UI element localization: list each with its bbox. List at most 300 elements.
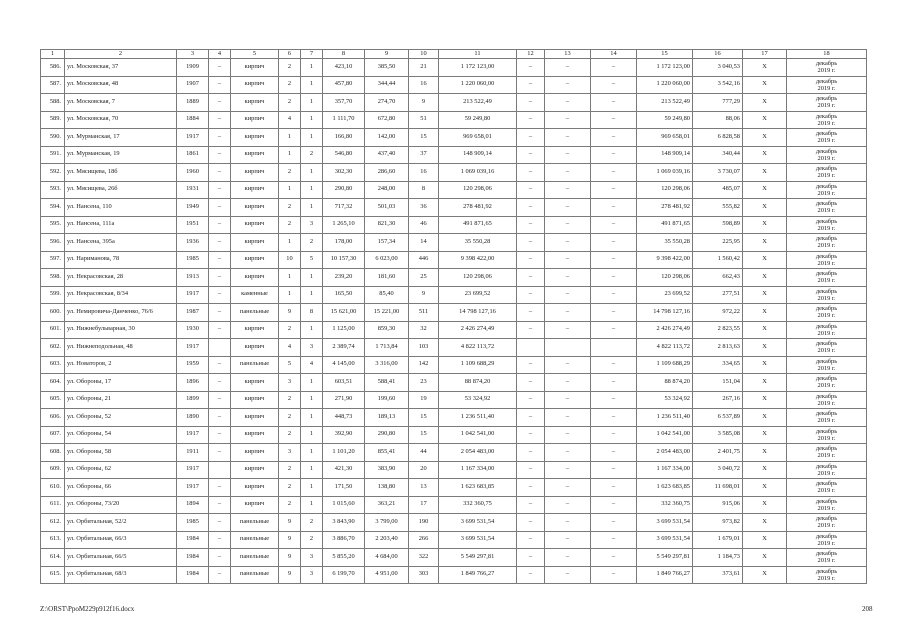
cost-per-sqm-cell: 598,89 bbox=[693, 216, 743, 234]
cost-per-sqm-cell: 2 813,63 bbox=[693, 339, 743, 357]
cost-15-cell: 23 699,52 bbox=[637, 286, 693, 304]
wall-material-cell: панельные bbox=[231, 549, 279, 567]
residents-cell: 13 bbox=[409, 479, 439, 497]
col-14-cell: – bbox=[591, 146, 637, 164]
col-14-cell: – bbox=[591, 164, 637, 182]
address-cell: ул. Обороны, 73/20 bbox=[65, 496, 177, 514]
address-cell: ул. Нансена, 111а bbox=[65, 216, 177, 234]
wall-material-cell: панельные bbox=[231, 531, 279, 549]
year-built-cell: 1884 bbox=[177, 111, 209, 129]
deadline-year: 2019 г. bbox=[817, 224, 836, 232]
column-number-cell: 7 bbox=[301, 50, 323, 59]
year-built-cell: 1909 bbox=[177, 59, 209, 77]
year-built-cell: 1861 bbox=[177, 146, 209, 164]
table-row bbox=[41, 391, 867, 409]
total-cost-cell: 59 249,80 bbox=[439, 111, 517, 129]
living-area-cell: 855,41 bbox=[365, 444, 409, 462]
col-12-cell: – bbox=[517, 181, 545, 199]
col-14-cell: – bbox=[591, 514, 637, 532]
residents-cell: 9 bbox=[409, 94, 439, 112]
deadline-year: 2019 г. bbox=[817, 417, 836, 425]
col-12-cell: – bbox=[517, 304, 545, 322]
cost-15-cell: 3 699 531,54 bbox=[637, 531, 693, 549]
col-4-cell: – bbox=[209, 391, 231, 409]
column-number-cell: 12 bbox=[517, 50, 545, 59]
year-built-cell: 1984 bbox=[177, 531, 209, 549]
column-number-cell: 2 bbox=[65, 50, 177, 59]
floors-cell: 1 bbox=[279, 129, 301, 147]
column-number-cell: 8 bbox=[323, 50, 365, 59]
cost-per-sqm-cell: 11 698,01 bbox=[693, 479, 743, 497]
cost-15-cell: 3 699 531,54 bbox=[637, 514, 693, 532]
table-row bbox=[41, 426, 867, 444]
cost-15-cell: 1 167 334,00 bbox=[637, 461, 693, 479]
living-area-cell: 4 684,00 bbox=[365, 549, 409, 567]
cost-15-cell: 148 909,14 bbox=[637, 146, 693, 164]
col-13-cell: – bbox=[545, 496, 591, 514]
entrances-cell: 1 bbox=[301, 111, 323, 129]
column-number-cell: 6 bbox=[279, 50, 301, 59]
total-area-cell: 1 125,00 bbox=[323, 321, 365, 339]
total-cost-cell: 3 699 531,54 bbox=[439, 531, 517, 549]
col-14-cell: – bbox=[591, 59, 637, 77]
total-area-cell: 171,50 bbox=[323, 479, 365, 497]
table-row bbox=[41, 269, 867, 287]
deadline-cell bbox=[787, 304, 867, 322]
address-cell: ул. Нариманова, 78 bbox=[65, 251, 177, 269]
residents-cell: 14 bbox=[409, 234, 439, 252]
living-area-cell: 248,00 bbox=[365, 181, 409, 199]
deadline-year: 2019 г. bbox=[817, 102, 836, 110]
residents-cell: 25 bbox=[409, 269, 439, 287]
year-built-cell: 1917 bbox=[177, 426, 209, 444]
col-13-cell: – bbox=[545, 321, 591, 339]
col-4-cell: – bbox=[209, 496, 231, 514]
col-14-cell: – bbox=[591, 374, 637, 392]
col-4-cell: – bbox=[209, 531, 231, 549]
col-14-cell: – bbox=[591, 444, 637, 462]
address-cell: ул. Нижнеподольная, 48 bbox=[65, 339, 177, 357]
col-12-cell: – bbox=[517, 321, 545, 339]
col-14-cell: – bbox=[591, 251, 637, 269]
deadline-year: 2019 г. bbox=[817, 487, 836, 495]
table-row bbox=[41, 409, 867, 427]
residents-cell: 16 bbox=[409, 76, 439, 94]
col-12-cell: – bbox=[517, 566, 545, 584]
table-row bbox=[41, 59, 867, 77]
entrances-cell: 2 bbox=[301, 146, 323, 164]
entrances-cell: 1 bbox=[301, 199, 323, 217]
total-area-cell: 178,00 bbox=[323, 234, 365, 252]
total-area-cell: 457,80 bbox=[323, 76, 365, 94]
floors-cell: 2 bbox=[279, 461, 301, 479]
col-13-cell: – bbox=[545, 374, 591, 392]
entrances-cell: 1 bbox=[301, 164, 323, 182]
total-area-cell: 271,90 bbox=[323, 391, 365, 409]
col-12-cell: – bbox=[517, 531, 545, 549]
deadline-month: декабрь bbox=[815, 445, 838, 453]
col-12-cell: – bbox=[517, 94, 545, 112]
address-cell: ул. Немировича-Данченко, 76/6 bbox=[65, 304, 177, 322]
col-17-cell: X bbox=[743, 111, 787, 129]
wall-material-cell: кирпич bbox=[231, 374, 279, 392]
living-area-cell: 6 023,00 bbox=[365, 251, 409, 269]
deadline-year: 2019 г. bbox=[817, 469, 836, 477]
col-17-cell: X bbox=[743, 146, 787, 164]
cost-15-cell: 120 298,06 bbox=[637, 269, 693, 287]
col-17-cell: X bbox=[743, 216, 787, 234]
col-12-cell: – bbox=[517, 111, 545, 129]
cost-per-sqm-cell: 972,22 bbox=[693, 304, 743, 322]
cost-per-sqm-cell: 3 542,16 bbox=[693, 76, 743, 94]
col-4-cell: – bbox=[209, 356, 231, 374]
deadline-month: декабрь bbox=[815, 287, 838, 295]
total-cost-cell: 1 042 541,00 bbox=[439, 426, 517, 444]
cost-15-cell: 120 298,06 bbox=[637, 181, 693, 199]
column-number-cell: 16 bbox=[693, 50, 743, 59]
address-cell: ул. Нижнебульварная, 30 bbox=[65, 321, 177, 339]
total-cost-cell: 53 324,92 bbox=[439, 391, 517, 409]
col-4-cell: – bbox=[209, 549, 231, 567]
col-4-cell bbox=[209, 461, 231, 479]
deadline-year: 2019 г. bbox=[817, 329, 836, 337]
col-17-cell: X bbox=[743, 286, 787, 304]
floors-cell: 9 bbox=[279, 304, 301, 322]
column-number-row bbox=[41, 50, 867, 59]
living-area-cell: 344,44 bbox=[365, 76, 409, 94]
year-built-cell: 1889 bbox=[177, 94, 209, 112]
year-built-cell: 1917 bbox=[177, 286, 209, 304]
deadline-month: декабрь bbox=[815, 147, 838, 155]
column-number-cell: 11 bbox=[439, 50, 517, 59]
wall-material-cell: кирпич bbox=[231, 339, 279, 357]
total-area-cell: 4 145,00 bbox=[323, 356, 365, 374]
deadline-year: 2019 г. bbox=[817, 137, 836, 145]
wall-material-cell: панельные bbox=[231, 356, 279, 374]
floors-cell: 2 bbox=[279, 94, 301, 112]
col-17-cell: X bbox=[743, 374, 787, 392]
entrances-cell: 1 bbox=[301, 479, 323, 497]
total-cost-cell: 120 298,06 bbox=[439, 269, 517, 287]
col-17-cell: X bbox=[743, 199, 787, 217]
column-number-cell: 14 bbox=[591, 50, 637, 59]
col-17-cell: X bbox=[743, 391, 787, 409]
wall-material-cell: кирпич bbox=[231, 199, 279, 217]
floors-cell: 1 bbox=[279, 286, 301, 304]
wall-material-cell: кирпич bbox=[231, 321, 279, 339]
wall-material-cell: кирпич bbox=[231, 164, 279, 182]
table-row bbox=[41, 199, 867, 217]
cost-15-cell: 14 798 127,16 bbox=[637, 304, 693, 322]
col-13-cell: – bbox=[545, 409, 591, 427]
col-4-cell: – bbox=[209, 216, 231, 234]
cost-per-sqm-cell: 3 585,08 bbox=[693, 426, 743, 444]
deadline-cell bbox=[787, 426, 867, 444]
total-area-cell: 1 015,60 bbox=[323, 496, 365, 514]
wall-material-cell: кирпич bbox=[231, 426, 279, 444]
total-cost-cell: 1 167 334,00 bbox=[439, 461, 517, 479]
total-cost-cell: 1 623 683,85 bbox=[439, 479, 517, 497]
row-number-cell: 607. bbox=[41, 426, 65, 444]
entrances-cell: 2 bbox=[301, 531, 323, 549]
deadline-month: декабрь bbox=[815, 235, 838, 243]
column-number-cell: 1 bbox=[41, 50, 65, 59]
cost-per-sqm-cell: 151,04 bbox=[693, 374, 743, 392]
year-built-cell: 1917 bbox=[177, 479, 209, 497]
residents-cell: 15 bbox=[409, 129, 439, 147]
total-cost-cell: 120 298,06 bbox=[439, 181, 517, 199]
col-17-cell: X bbox=[743, 496, 787, 514]
residents-cell: 8 bbox=[409, 181, 439, 199]
col-13-cell: – bbox=[545, 566, 591, 584]
deadline-cell bbox=[787, 566, 867, 584]
floors-cell: 2 bbox=[279, 59, 301, 77]
deadline-month: декабрь bbox=[815, 480, 838, 488]
col-17-cell: X bbox=[743, 461, 787, 479]
table-row bbox=[41, 549, 867, 567]
total-cost-cell: 969 658,01 bbox=[439, 129, 517, 147]
col-14-cell: – bbox=[591, 304, 637, 322]
deadline-year: 2019 г. bbox=[817, 312, 836, 320]
col-13-cell: – bbox=[545, 426, 591, 444]
deadline-cell bbox=[787, 461, 867, 479]
cost-per-sqm-cell: 2 401,75 bbox=[693, 444, 743, 462]
table-row bbox=[41, 321, 867, 339]
col-13-cell: – bbox=[545, 391, 591, 409]
entrances-cell: 3 bbox=[301, 216, 323, 234]
col-13-cell: – bbox=[545, 269, 591, 287]
total-cost-cell: 3 699 531,54 bbox=[439, 514, 517, 532]
col-12-cell: – bbox=[517, 479, 545, 497]
cost-per-sqm-cell: 340,44 bbox=[693, 146, 743, 164]
address-cell: ул. Обороны, 21 bbox=[65, 391, 177, 409]
column-number-cell: 13 bbox=[545, 50, 591, 59]
entrances-cell: 1 bbox=[301, 461, 323, 479]
floors-cell: 2 bbox=[279, 321, 301, 339]
entrances-cell: 1 bbox=[301, 181, 323, 199]
cost-per-sqm-cell: 277,51 bbox=[693, 286, 743, 304]
col-12-cell: – bbox=[517, 514, 545, 532]
year-built-cell: 1985 bbox=[177, 514, 209, 532]
deadline-year: 2019 г. bbox=[817, 557, 836, 565]
residents-cell: 190 bbox=[409, 514, 439, 532]
row-number-cell: 602. bbox=[41, 339, 65, 357]
col-4-cell: – bbox=[209, 129, 231, 147]
address-cell: ул. Обороны, 62 bbox=[65, 461, 177, 479]
col-4-cell: – bbox=[209, 286, 231, 304]
entrances-cell: 3 bbox=[301, 339, 323, 357]
deadline-year: 2019 г. bbox=[817, 539, 836, 547]
col-4-cell: – bbox=[209, 199, 231, 217]
col-14-cell: – bbox=[591, 391, 637, 409]
cost-per-sqm-cell: 88,06 bbox=[693, 111, 743, 129]
residents-cell: 19 bbox=[409, 391, 439, 409]
table-row bbox=[41, 339, 867, 357]
col-14-cell: – bbox=[591, 199, 637, 217]
col-13-cell: – bbox=[545, 514, 591, 532]
wall-material-cell: кирпич bbox=[231, 269, 279, 287]
floors-cell: 2 bbox=[279, 164, 301, 182]
col-14-cell: – bbox=[591, 409, 637, 427]
deadline-month: декабрь bbox=[815, 217, 838, 225]
cost-15-cell: 59 249,80 bbox=[637, 111, 693, 129]
address-cell: ул. Орбитальная, 66/5 bbox=[65, 549, 177, 567]
living-area-cell: 85,40 bbox=[365, 286, 409, 304]
living-area-cell: 363,21 bbox=[365, 496, 409, 514]
col-4-cell: – bbox=[209, 374, 231, 392]
col-12-cell: – bbox=[517, 409, 545, 427]
deadline-cell bbox=[787, 444, 867, 462]
col-17-cell: X bbox=[743, 356, 787, 374]
floors-cell: 9 bbox=[279, 514, 301, 532]
col-13-cell: – bbox=[545, 146, 591, 164]
floors-cell: 5 bbox=[279, 356, 301, 374]
col-4-cell: – bbox=[209, 59, 231, 77]
col-4-cell: – bbox=[209, 566, 231, 584]
housing-register-table bbox=[40, 49, 867, 584]
col-12-cell: – bbox=[517, 356, 545, 374]
deadline-year: 2019 г. bbox=[817, 522, 836, 530]
year-built-cell: 1984 bbox=[177, 549, 209, 567]
wall-material-cell: кирпич bbox=[231, 496, 279, 514]
table-row bbox=[41, 234, 867, 252]
col-14-cell: – bbox=[591, 181, 637, 199]
col-17-cell: X bbox=[743, 94, 787, 112]
cost-per-sqm-cell: 1 560,42 bbox=[693, 251, 743, 269]
col-14-cell: – bbox=[591, 216, 637, 234]
cost-15-cell: 4 822 113,72 bbox=[637, 339, 693, 357]
year-built-cell: 1907 bbox=[177, 76, 209, 94]
deadline-month: декабрь bbox=[815, 77, 838, 85]
col-17-cell: X bbox=[743, 321, 787, 339]
col-13-cell bbox=[545, 339, 591, 357]
deadline-cell bbox=[787, 111, 867, 129]
deadline-year: 2019 г. bbox=[817, 277, 836, 285]
wall-material-cell: кирпич bbox=[231, 129, 279, 147]
col-14-cell: – bbox=[591, 426, 637, 444]
col-13-cell: – bbox=[545, 129, 591, 147]
entrances-cell: 1 bbox=[301, 426, 323, 444]
col-13-cell: – bbox=[545, 251, 591, 269]
year-built-cell: 1930 bbox=[177, 321, 209, 339]
total-area-cell: 5 855,20 bbox=[323, 549, 365, 567]
floors-cell: 1 bbox=[279, 146, 301, 164]
residents-cell: 51 bbox=[409, 111, 439, 129]
col-14-cell: – bbox=[591, 269, 637, 287]
residents-cell: 9 bbox=[409, 286, 439, 304]
table-row bbox=[41, 514, 867, 532]
deadline-month: декабрь bbox=[815, 112, 838, 120]
wall-material-cell: кирпич bbox=[231, 391, 279, 409]
row-number-cell: 603. bbox=[41, 356, 65, 374]
total-cost-cell: 1 236 511,40 bbox=[439, 409, 517, 427]
col-17-cell: X bbox=[743, 181, 787, 199]
deadline-month: декабрь bbox=[815, 375, 838, 383]
residents-cell: 37 bbox=[409, 146, 439, 164]
total-cost-cell: 491 871,65 bbox=[439, 216, 517, 234]
floors-cell: 2 bbox=[279, 216, 301, 234]
total-area-cell: 3 886,70 bbox=[323, 531, 365, 549]
total-cost-cell: 14 798 127,16 bbox=[439, 304, 517, 322]
table-row bbox=[41, 531, 867, 549]
total-area-cell: 290,80 bbox=[323, 181, 365, 199]
residents-cell: 322 bbox=[409, 549, 439, 567]
row-number-cell: 591. bbox=[41, 146, 65, 164]
deadline-month: декабрь bbox=[815, 515, 838, 523]
row-number-cell: 615. bbox=[41, 566, 65, 584]
deadline-cell bbox=[787, 216, 867, 234]
total-area-cell: 423,10 bbox=[323, 59, 365, 77]
total-area-cell: 2 389,74 bbox=[323, 339, 365, 357]
row-number-cell: 598. bbox=[41, 269, 65, 287]
residents-cell: 32 bbox=[409, 321, 439, 339]
col-12-cell: – bbox=[517, 59, 545, 77]
deadline-year: 2019 г. bbox=[817, 504, 836, 512]
row-number-cell: 599. bbox=[41, 286, 65, 304]
living-area-cell: 138,80 bbox=[365, 479, 409, 497]
wall-material-cell: кирпич bbox=[231, 146, 279, 164]
col-14-cell: – bbox=[591, 461, 637, 479]
entrances-cell: 1 bbox=[301, 391, 323, 409]
entrances-cell: 1 bbox=[301, 321, 323, 339]
deadline-year: 2019 г. bbox=[817, 189, 836, 197]
col-13-cell: – bbox=[545, 199, 591, 217]
row-number-cell: 605. bbox=[41, 391, 65, 409]
cost-per-sqm-cell: 373,61 bbox=[693, 566, 743, 584]
deadline-cell bbox=[787, 269, 867, 287]
deadline-month: декабрь bbox=[815, 410, 838, 418]
row-number-cell: 595. bbox=[41, 216, 65, 234]
table-row bbox=[41, 146, 867, 164]
col-13-cell: – bbox=[545, 216, 591, 234]
col-12-cell: – bbox=[517, 251, 545, 269]
wall-material-cell: панельные bbox=[231, 304, 279, 322]
living-area-cell: 15 221,00 bbox=[365, 304, 409, 322]
table-row bbox=[41, 304, 867, 322]
residents-cell: 44 bbox=[409, 444, 439, 462]
col-12-cell: – bbox=[517, 216, 545, 234]
floors-cell: 2 bbox=[279, 391, 301, 409]
col-4-cell: – bbox=[209, 304, 231, 322]
cost-per-sqm-cell: 662,43 bbox=[693, 269, 743, 287]
col-13-cell: – bbox=[545, 479, 591, 497]
table-row bbox=[41, 164, 867, 182]
col-12-cell: – bbox=[517, 496, 545, 514]
deadline-year: 2019 г. bbox=[817, 364, 836, 372]
deadline-cell bbox=[787, 339, 867, 357]
deadline-month: декабрь bbox=[815, 270, 838, 278]
deadline-cell bbox=[787, 94, 867, 112]
cost-15-cell: 213 522,49 bbox=[637, 94, 693, 112]
col-13-cell: – bbox=[545, 531, 591, 549]
table-row bbox=[41, 111, 867, 129]
total-area-cell: 603,51 bbox=[323, 374, 365, 392]
cost-15-cell: 491 871,65 bbox=[637, 216, 693, 234]
deadline-cell bbox=[787, 391, 867, 409]
living-area-cell: 286,60 bbox=[365, 164, 409, 182]
col-17-cell: X bbox=[743, 234, 787, 252]
total-area-cell: 166,80 bbox=[323, 129, 365, 147]
total-cost-cell: 2 054 483,00 bbox=[439, 444, 517, 462]
living-area-cell: 383,90 bbox=[365, 461, 409, 479]
col-14-cell bbox=[591, 339, 637, 357]
col-12-cell: – bbox=[517, 164, 545, 182]
table-row bbox=[41, 461, 867, 479]
col-12-cell: – bbox=[517, 391, 545, 409]
living-area-cell: 3 799,00 bbox=[365, 514, 409, 532]
col-14-cell: – bbox=[591, 129, 637, 147]
address-cell: ул. Московская, 7 bbox=[65, 94, 177, 112]
